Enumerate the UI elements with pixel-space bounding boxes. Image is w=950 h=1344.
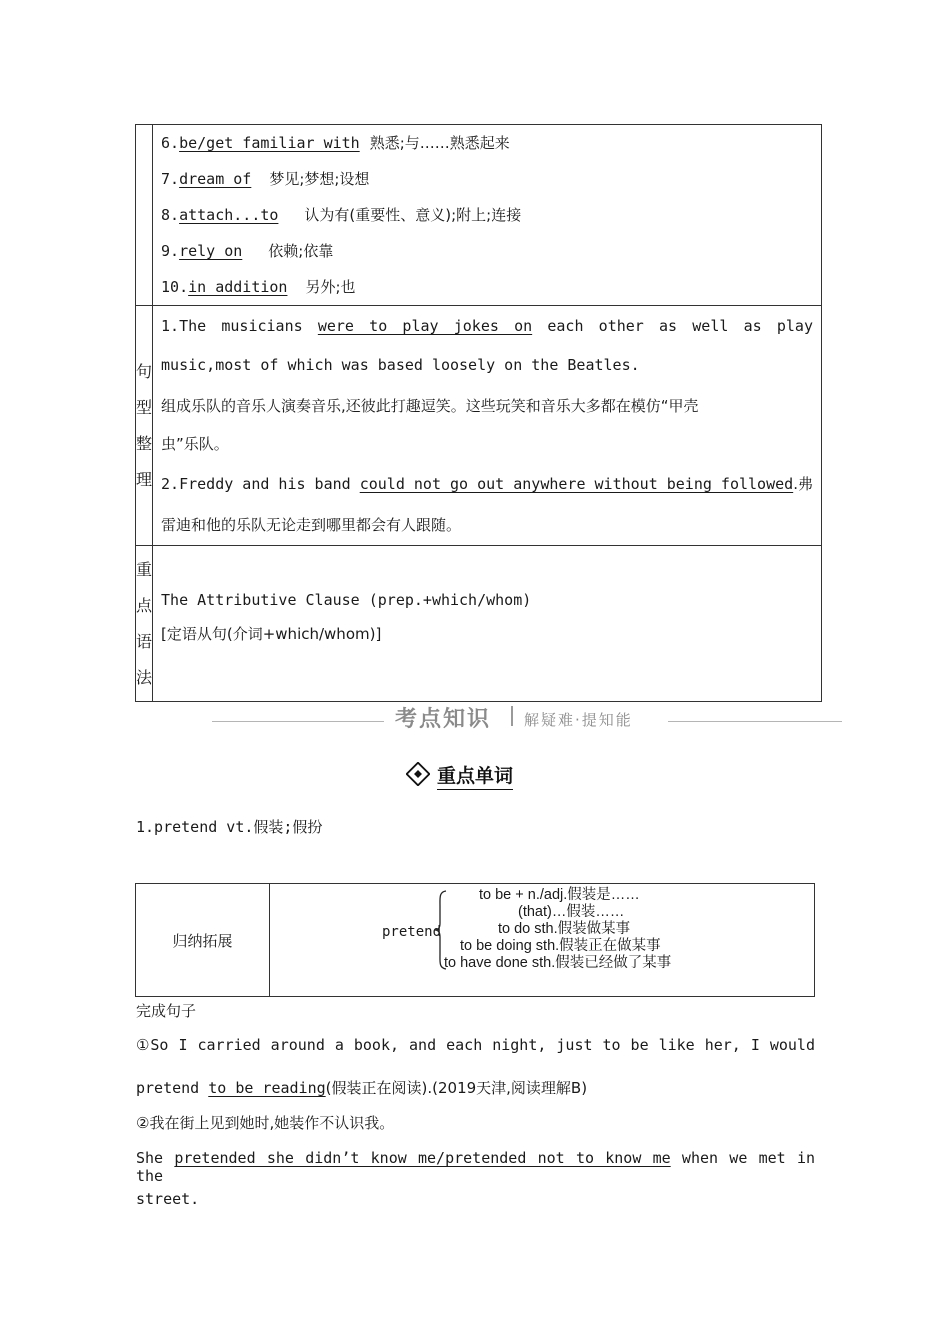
phrase-meaning: 依赖;依靠 (268, 242, 334, 260)
sentence-answer: could not go out anywhere without being followed (359, 475, 794, 493)
label-char: 句 (136, 361, 153, 381)
sentence-1-translation-cont: 虫”乐队。 (161, 435, 229, 453)
grammar-label (136, 546, 153, 702)
induction-line: to be doing sth.假装正在做某事 (460, 938, 661, 954)
label-char: 整 (136, 433, 153, 453)
phrase-number: 9. (161, 242, 180, 260)
exercise-2-line-2: street. (136, 1190, 200, 1208)
label-char: 型 (136, 397, 153, 417)
word-entry-title: 1.pretend vt.假装;假扮 (136, 818, 323, 836)
phrase-item (161, 233, 813, 269)
divider-line-left (212, 721, 384, 722)
exercise-text: (假装正在阅读).(2019天津,阅读理解B) (325, 1079, 588, 1097)
phrase-table (135, 124, 822, 702)
exercise-text: when we met in the (136, 1149, 815, 1185)
sentence-text: each other as well as play (547, 317, 813, 335)
diamond-icon (406, 762, 430, 786)
induction-line: (that)…假装…… (518, 904, 625, 920)
divider-line-right (668, 721, 842, 722)
sentence-text: .弗 (793, 475, 813, 493)
sentence-answer: were to play jokes on (317, 317, 533, 335)
phrase-answer: dream of (179, 170, 252, 188)
grammar-translation: [定语从句(介词+which/whom)] (161, 625, 382, 643)
induction-body (270, 884, 815, 997)
sentence-1-translation: 组成乐队的音乐人演奏音乐,还彼此打趣逗笑。这些玩笑和音乐大多都在模仿“甲壳 (161, 397, 699, 415)
exercise-text: She (136, 1149, 175, 1167)
exercise-1-line-2 (136, 1077, 815, 1098)
exercise-2-line-1 (136, 1149, 815, 1185)
phrase-meaning: 认为有(重要性、意义);附上;连接 (304, 206, 522, 224)
sentence-2-line-1 (161, 464, 813, 505)
induction-line: to have done sth.假装已经做了某事 (444, 955, 672, 971)
label-char: 语 (136, 631, 153, 651)
sentence-text: 2.Freddy and his band (161, 475, 351, 493)
section-title: 重点单词 (437, 761, 513, 790)
phrase-number: 8. (161, 206, 180, 224)
phrase-list (153, 125, 822, 306)
induction-line: to do sth.假装做某事 (498, 921, 631, 937)
exercise-2-prompt: ②我在街上见到她时,她装作不认识我。 (136, 1114, 395, 1132)
exercise-answer: to be reading (208, 1079, 326, 1097)
induction-table (135, 883, 815, 997)
phrase-answer: attach...to (179, 206, 279, 224)
phrase-item (161, 269, 813, 305)
label-char: 理 (136, 469, 153, 489)
divider-separator (511, 706, 513, 726)
exercise-title: 完成句子 (136, 1002, 197, 1020)
induction-line: to be + n./adj.假装是…… (479, 887, 640, 903)
sentence-1-line-1 (161, 306, 813, 347)
sentence-text: 1.The musicians (161, 317, 303, 335)
sentence-label (136, 306, 153, 546)
phrase-number: 10. (161, 278, 189, 296)
label-char: 重 (136, 559, 153, 579)
section-divider-subtitle: 解疑难·提知能 (524, 711, 633, 729)
label-char: 法 (136, 667, 153, 687)
section-divider-title: 考点知识 (395, 707, 492, 732)
phrase-answer: be/get familiar with (179, 134, 360, 152)
exercise-1-line-1: ①So I carried around a book, and each night, just to be like her, I would (136, 1036, 815, 1054)
grammar-body (153, 546, 822, 702)
grammar-title: The Attributive Clause (prep.+which/whom) (161, 591, 532, 609)
sentence-2-translation: 雷迪和他的乐队无论走到哪里都会有人跟随。 (161, 516, 462, 534)
phrase-item (161, 125, 813, 161)
phrase-meaning: 梦见;梦想;设想 (269, 170, 370, 188)
phrase-label-cell (136, 125, 153, 306)
exercise-answer: pretended she didn’t know me/pretended not to know me (174, 1149, 671, 1167)
phrase-meaning: 熟悉;与……熟悉起来 (369, 134, 510, 152)
phrase-number: 6. (161, 134, 180, 152)
phrase-item (161, 197, 813, 233)
exercise-text: pretend (136, 1079, 209, 1097)
induction-headword: pretend (382, 924, 442, 940)
phrase-meaning: 另外;也 (305, 278, 356, 296)
induction-label: 归纳拓展 (136, 884, 270, 997)
phrase-answer: in addition (188, 278, 288, 296)
sentence-body (153, 306, 822, 546)
phrase-answer: rely on (179, 242, 243, 260)
sentence-1-line-2: music,most of which was based loosely on the Beatles. (161, 356, 640, 374)
phrase-number: 7. (161, 170, 180, 188)
phrase-item (161, 161, 813, 197)
label-char: 点 (136, 595, 153, 615)
